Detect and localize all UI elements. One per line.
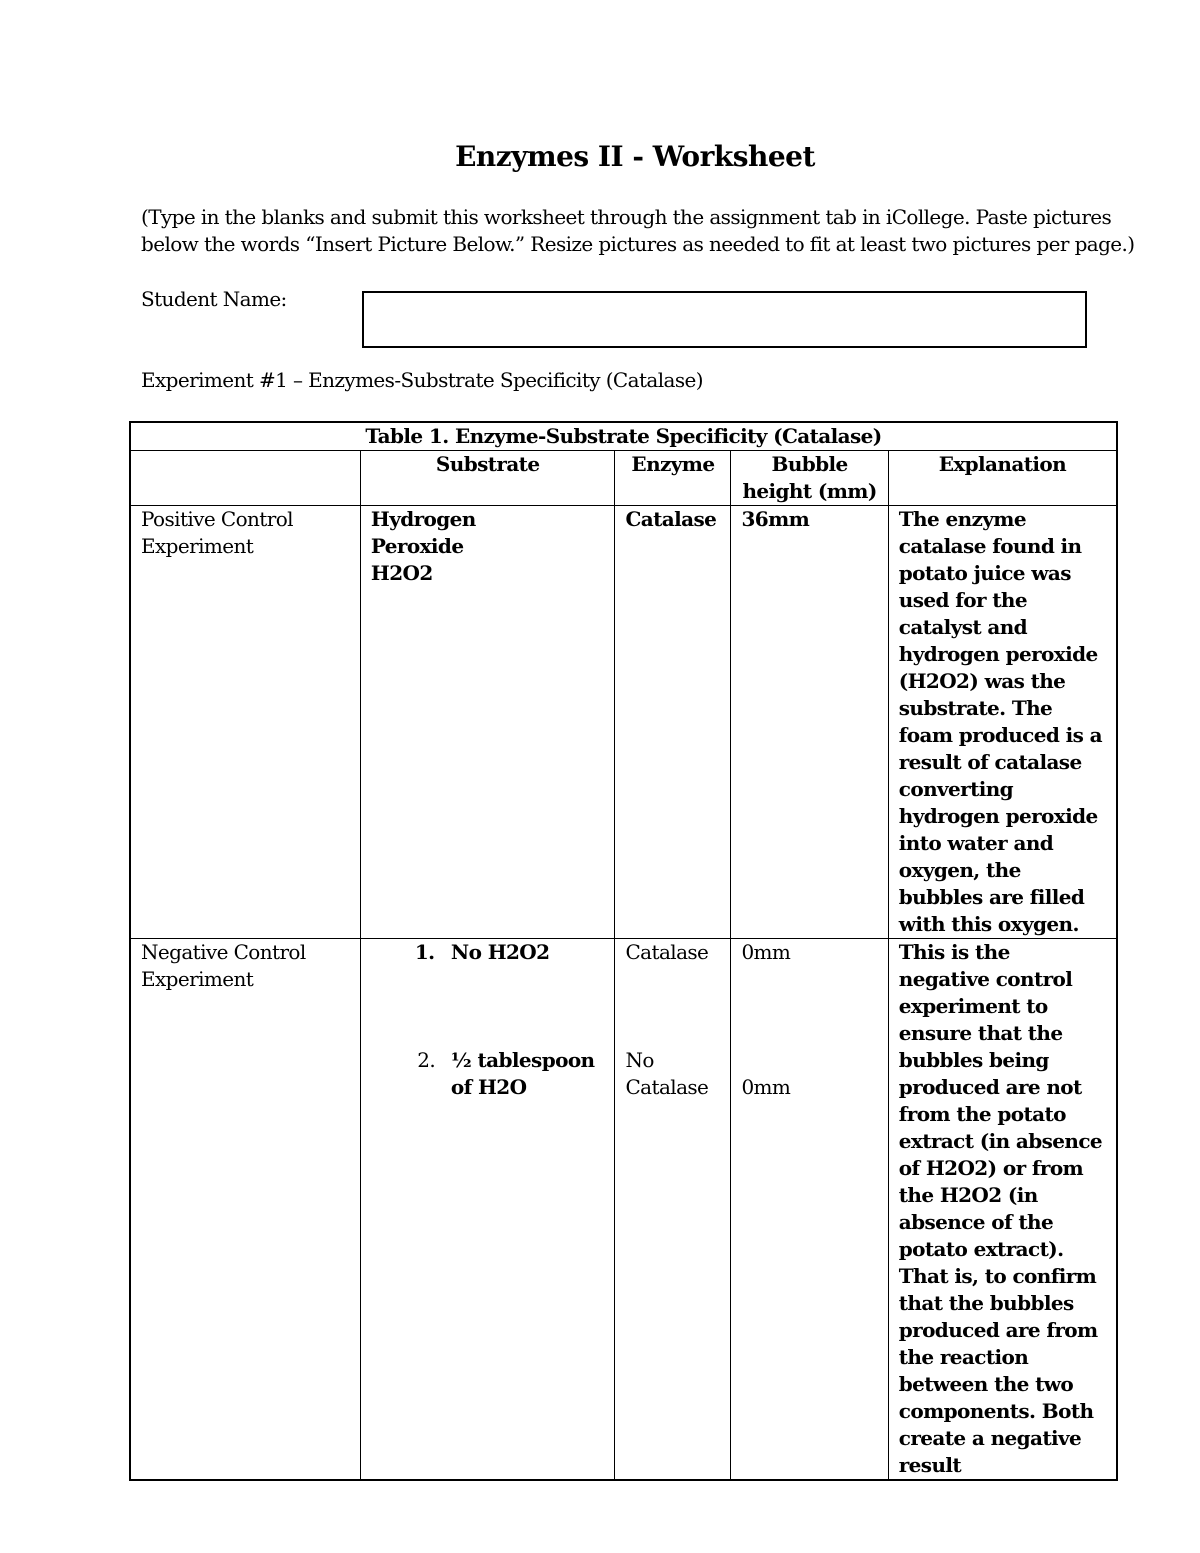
- header-bubble-height: Bubble height (mm): [731, 451, 888, 506]
- substrate-line: Hydrogen: [370, 507, 476, 531]
- enzyme-cell: [615, 939, 731, 1481]
- results-table: [129, 421, 1118, 1481]
- header-substrate: Substrate: [360, 451, 615, 506]
- bubble-height-value: 0mm: [741, 1075, 791, 1099]
- student-name-label: Student Name:: [141, 287, 287, 311]
- table-caption-row: [130, 422, 1117, 451]
- header-blank: [130, 451, 360, 506]
- substrate-cell: [360, 506, 615, 939]
- enzyme-cell: Catalase: [615, 506, 731, 939]
- substrate-line: Peroxide: [370, 534, 464, 558]
- header-enzyme: Enzyme: [615, 451, 731, 506]
- table-row: [130, 939, 1117, 1481]
- substrate-line: H2O2: [370, 561, 433, 585]
- explanation-cell: The enzyme catalase found in potato juice was used for the catalyst and hydrogen peroxide (H2O2) was the substrate. The foam produced is a result of catalase converting hydrogen peroxide into water and oxygen, the bubbles are filled with this oxygen.: [888, 506, 1117, 939]
- table-row: [130, 506, 1117, 939]
- substrate-list: [371, 939, 605, 1101]
- enzyme-value: Catalase: [625, 940, 709, 964]
- bubble-height-cell: [731, 939, 888, 1481]
- explanation-cell: This is the negative control experiment to ensure that the bubbles being produced are not from the potato extract (in absence of H2O2) or from the H2O2 (in absence of the potato extract). That is, to confirm that the bubbles produced are from the reaction between the two components. Both create a negative result: [888, 939, 1117, 1481]
- instructions-text: (Type in the blanks and submit this worksheet through the assignment tab in iCollege. Paste pictures below the words “Insert Picture Below.” Resize pictures as needed to fit at least two pictures per page.): [141, 205, 1135, 256]
- row-label: Negative Control Experiment: [130, 939, 360, 1481]
- substrate-item: 2. ½ tablespoon of H2O: [441, 1047, 605, 1101]
- bubble-height-value: 0mm: [741, 940, 791, 964]
- bubble-height-cell: 36mm: [731, 506, 888, 939]
- page-title: Enzymes II - Worksheet: [455, 140, 815, 173]
- substrate-item: 1. No H2O2: [441, 939, 605, 966]
- table-caption: Table 1. Enzyme-Substrate Specificity (Catalase): [130, 422, 1117, 451]
- enzyme-value: No Catalase: [625, 1048, 709, 1099]
- table-header-row: [130, 451, 1117, 506]
- substrate-cell: [360, 939, 615, 1481]
- student-name-field[interactable]: [362, 291, 1087, 348]
- row-label: Positive Control Experiment: [130, 506, 360, 939]
- header-explanation: Explanation: [888, 451, 1117, 506]
- experiment-heading: Experiment #1 – Enzymes-Substrate Specificity (Catalase): [141, 368, 703, 392]
